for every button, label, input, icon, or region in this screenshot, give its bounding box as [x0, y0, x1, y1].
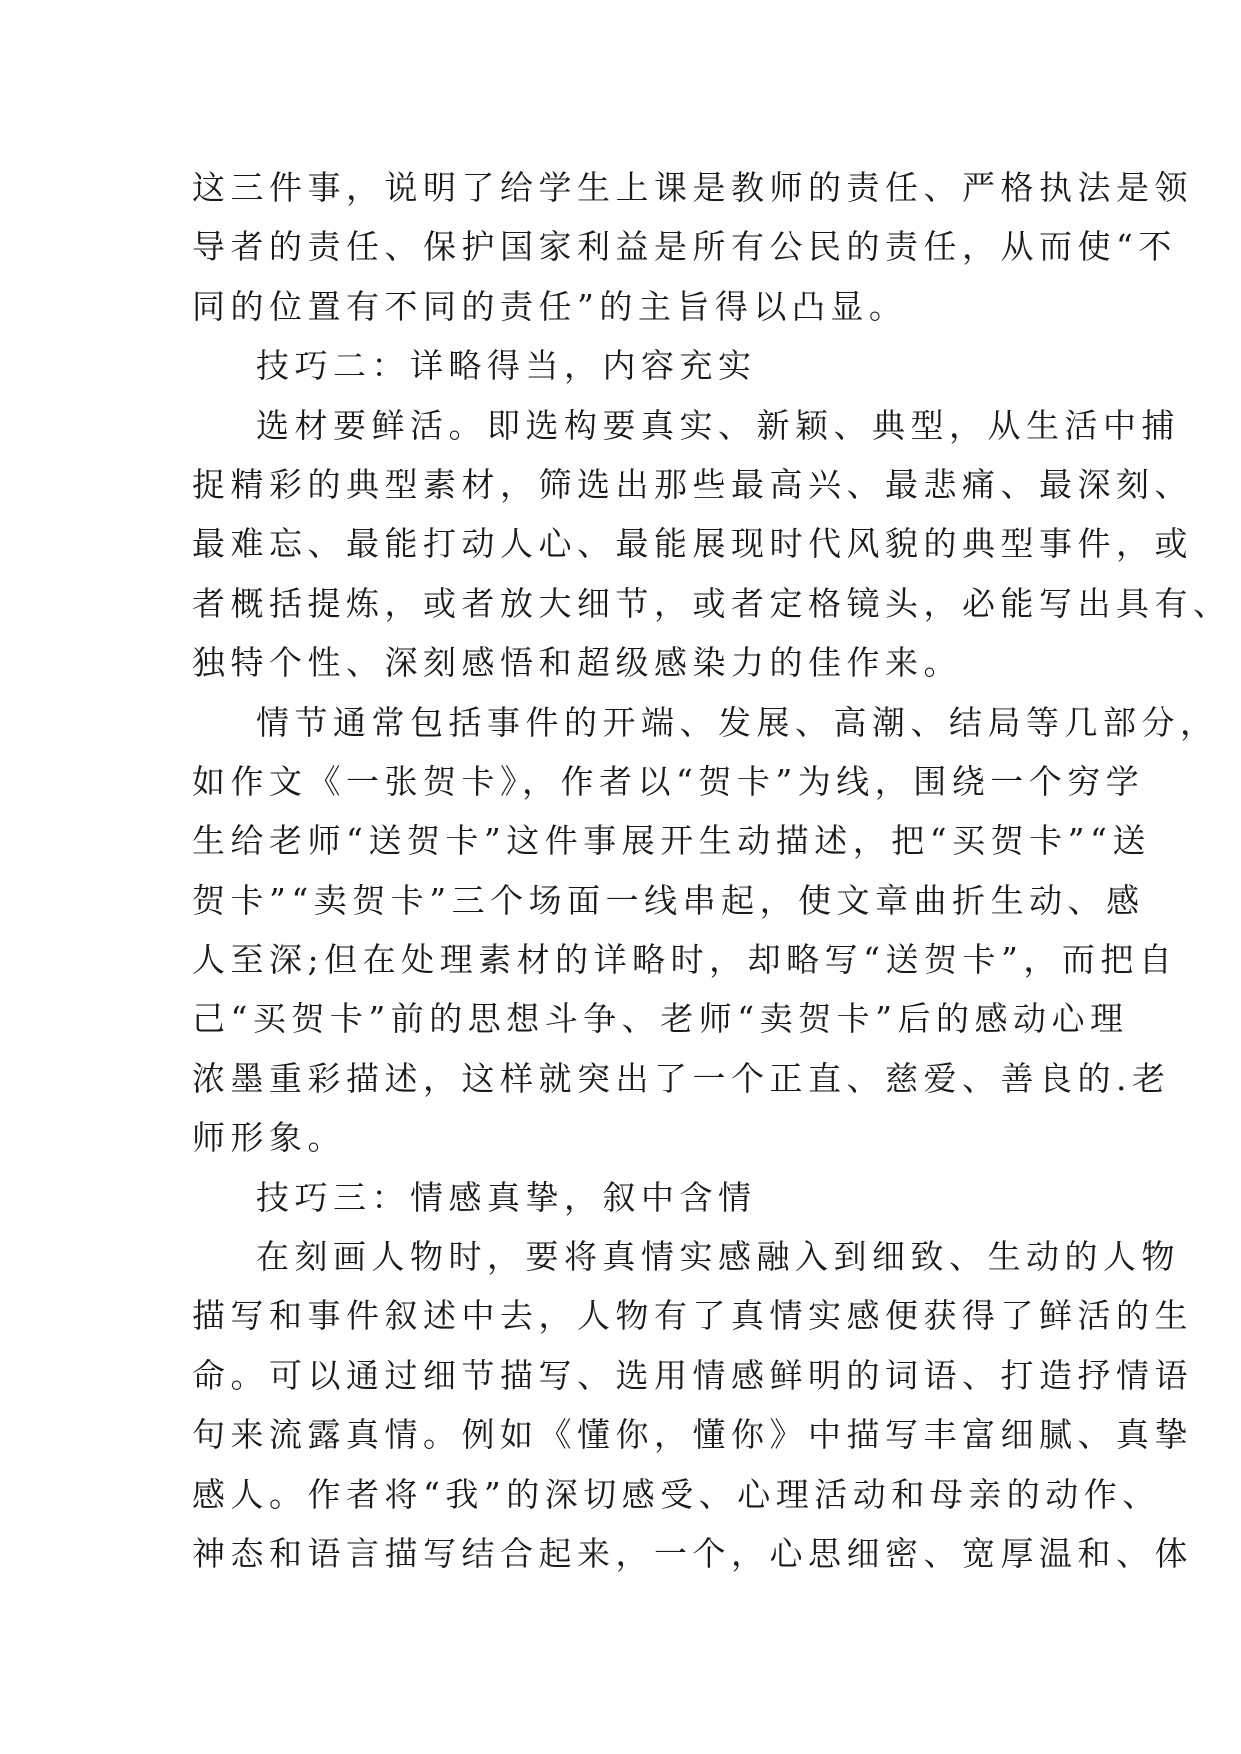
text-line: 句来流露真情。例如《懂你，懂你》中描写丰富细腻、真挚	[192, 1415, 1193, 1455]
text-line: 命。可以通过细节描写、选用情感鲜明的词语、打造抒情语	[192, 1355, 1193, 1395]
text-line: 浓墨重彩描述，这样就突出了一个正直、慈爱、善良的.老	[192, 1058, 1171, 1098]
text-line: 人至深;但在处理素材的详略时，却略写“送贺卡”，而把自	[192, 940, 1178, 980]
text-line: 捉精彩的典型素材，筛选出那些最高兴、最悲痛、最深刻、	[192, 464, 1193, 504]
body-text	[192, 158, 1232, 1583]
text-line: 生给老师“送贺卡”这件事展开生动描述，把“买贺卡”“送	[192, 821, 1151, 861]
text-line: 贺卡”“卖贺卡”三个场面一线串起，使文章曲折生动、感	[192, 880, 1145, 920]
text-line: 者概括提炼，或者放大细节，或者定格镜头，必能写出具有、	[192, 583, 1232, 623]
text-line: 这三件事，说明了给学生上课是教师的责任、严格执法是领	[192, 168, 1193, 207]
text-line: 最难忘、最能打动人心、最能展现时代风貌的典型事件，或	[192, 524, 1193, 564]
text-line: 神态和语言描写结合起来，一个，心思细密、宽厚温和、体	[192, 1533, 1193, 1573]
text-line: 如作文《一张贺卡》，作者以“贺卡”为线，围绕一个穷学	[192, 761, 1145, 801]
section-heading: 技巧三：情感真挚，叙中含情	[256, 1177, 757, 1217]
text-line: 己“买贺卡”前的思想斗争、老师“卖贺卡”后的感动心理	[192, 999, 1129, 1039]
text-line: 师形象。	[192, 1118, 346, 1158]
section-heading: 技巧二：详略得当，内容充实	[256, 346, 757, 386]
text-line: 导者的责任、保护国家利益是所有公民的责任，从而使“不	[192, 227, 1177, 267]
text-line: 同的位置有不同的责任”的主旨得以凸显。	[192, 286, 908, 326]
text-line: 描写和事件叙述中去，人物有了真情实感便获得了鲜活的生	[192, 1296, 1193, 1336]
text-line: 情节通常包括事件的开端、发展、高潮、结局等几部分，	[256, 702, 1219, 742]
text-line: 感人。作者将“我”的深切感受、心理活动和母亲的动作、	[192, 1474, 1161, 1514]
text-line: 在刻画人物时，要将真情实感融入到细致、生动的人物	[256, 1237, 1180, 1277]
text-line: 独特个性、深刻感悟和超级感染力的佳作来。	[192, 643, 962, 683]
text-line: 选材要鲜活。即选构要真实、新颖、典型，从生活中捕	[256, 405, 1180, 445]
